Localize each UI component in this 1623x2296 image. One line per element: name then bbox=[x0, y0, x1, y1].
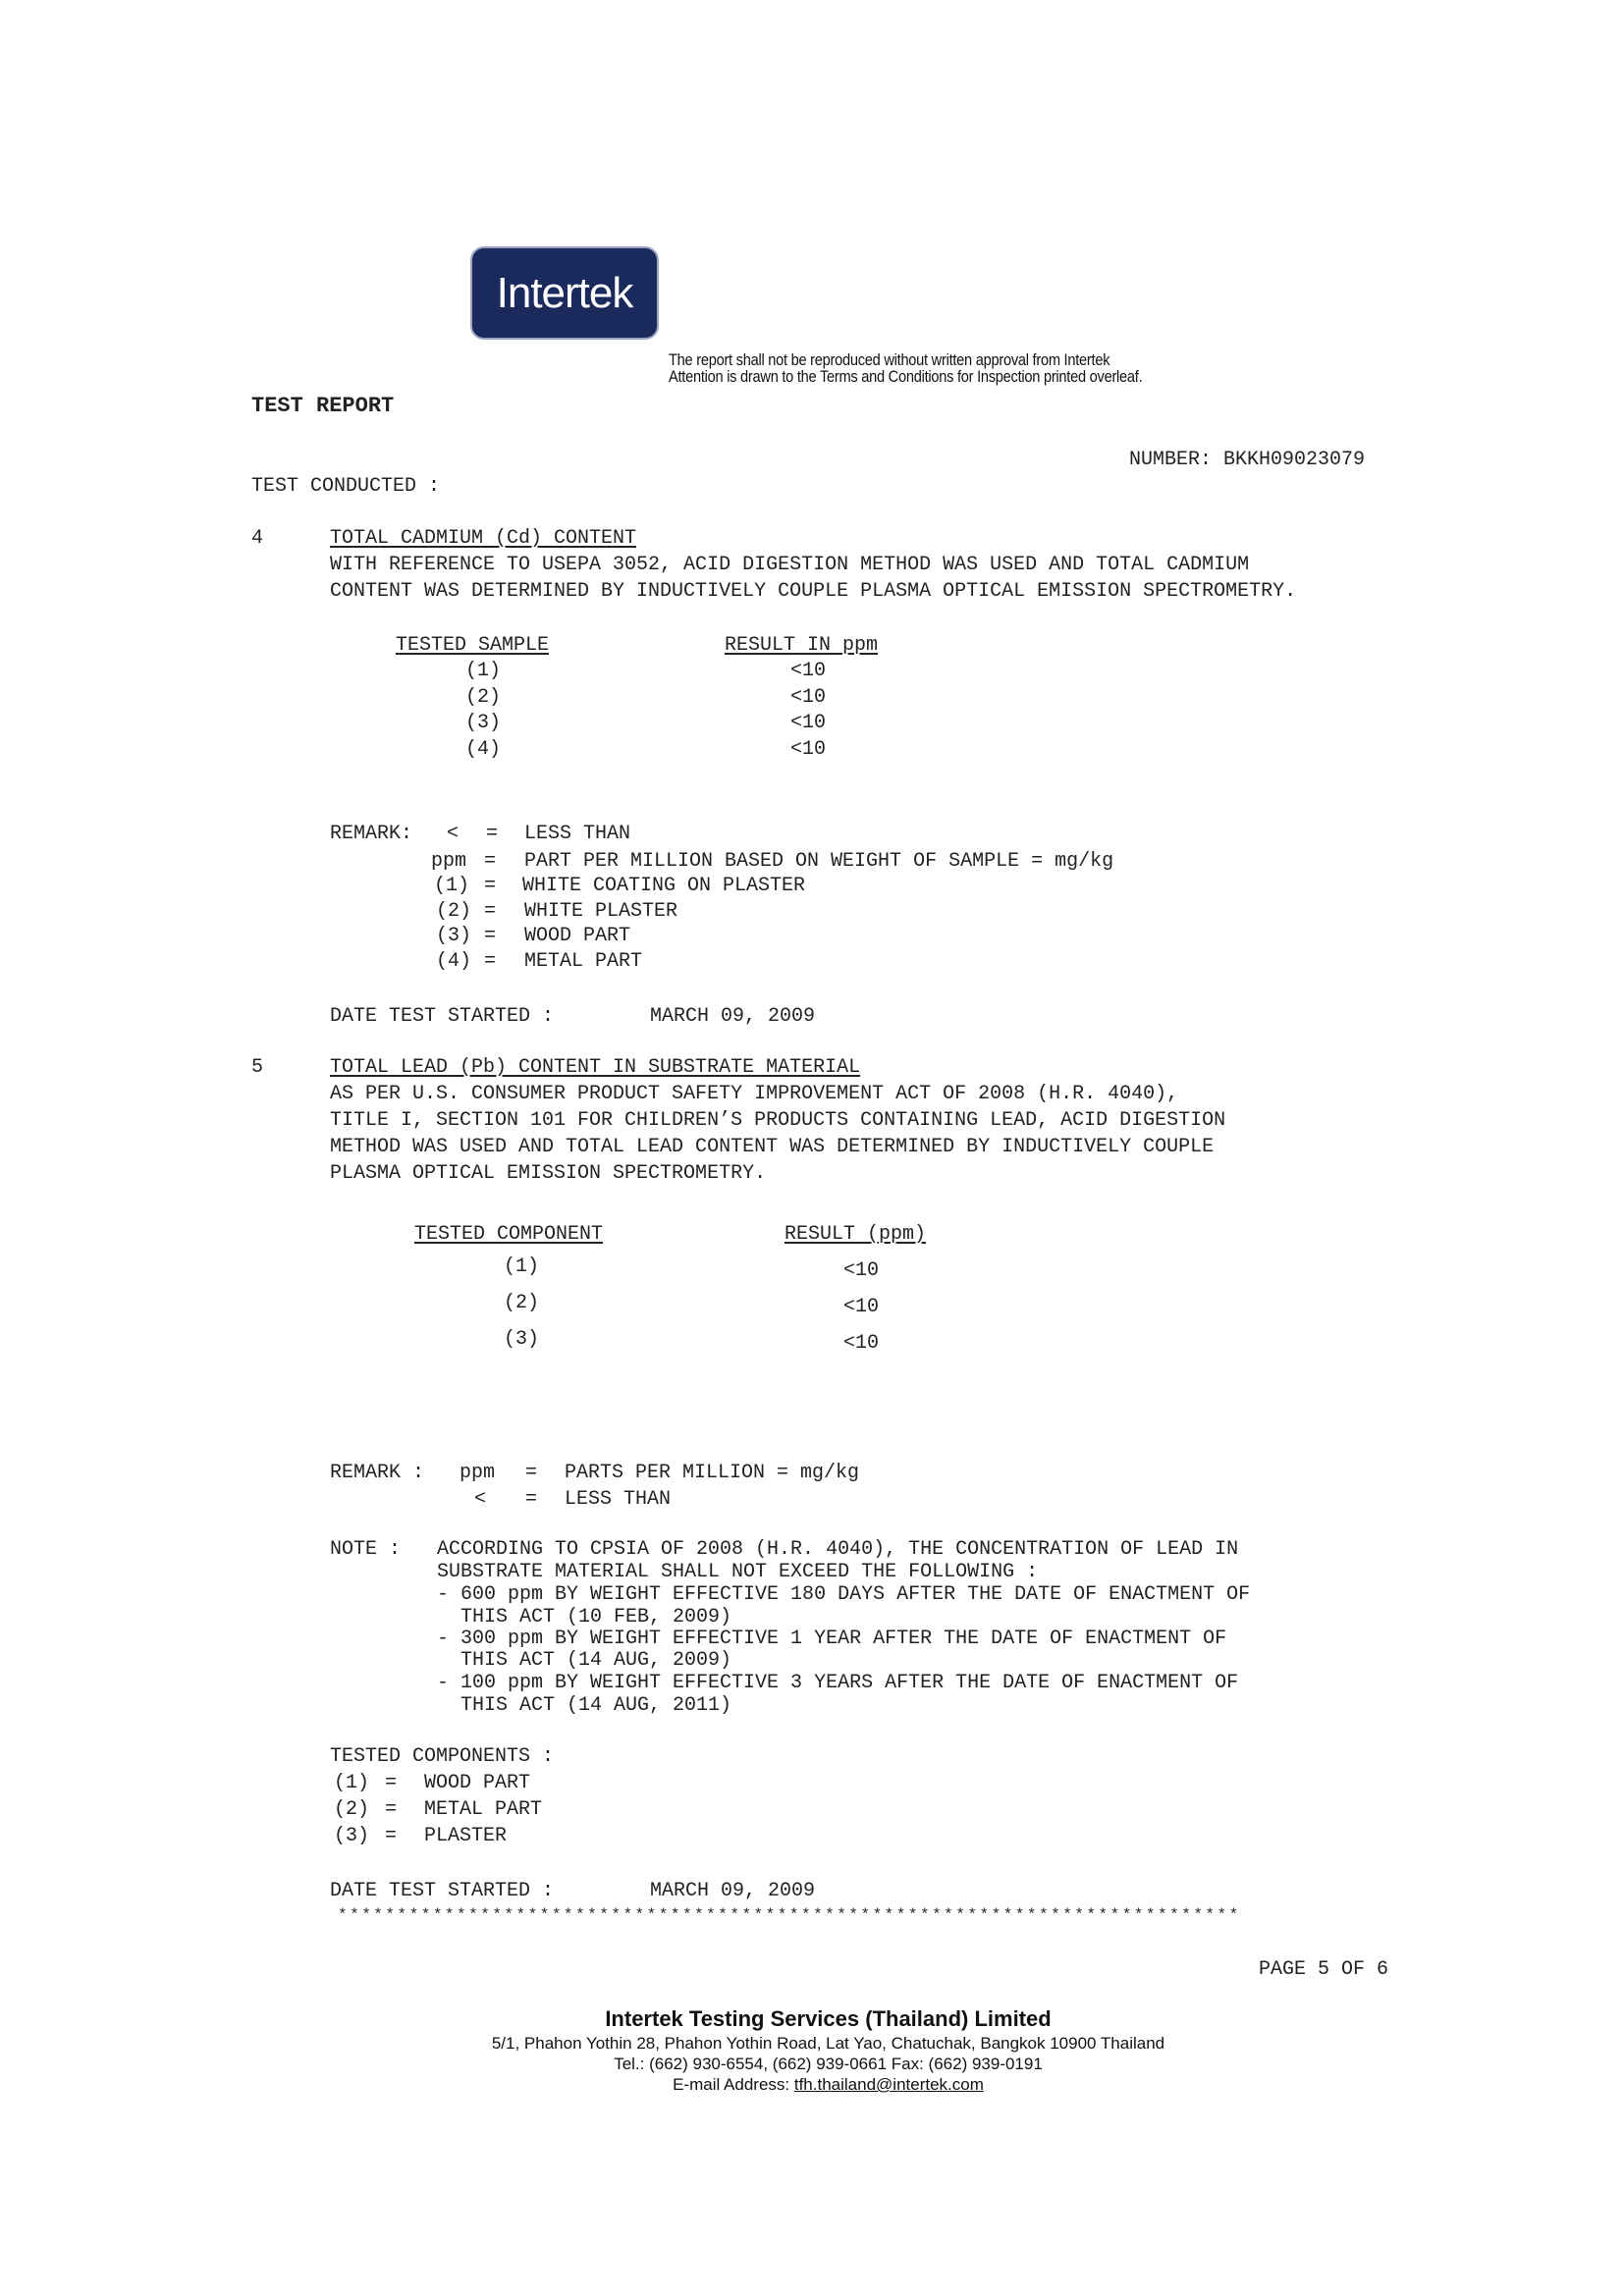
footer-tel: Tel.: (662) 930-6554, (662) 939-0661 Fax: (662) 939-0191 bbox=[614, 2055, 1043, 2073]
table-row-result: <10 bbox=[790, 660, 827, 682]
page-number: PAGE 5 OF 6 bbox=[1259, 1958, 1389, 1981]
table-row-component: (1) bbox=[504, 1255, 540, 1278]
note-label: NOTE : bbox=[330, 1538, 402, 1561]
component-value: WOOD PART bbox=[424, 1772, 531, 1794]
note-line: - 600 ppm BY WEIGHT EFFECTIVE 180 DAYS AFTER THE DATE OF ENACTMENT OF bbox=[437, 1583, 1251, 1606]
remark-eq: = bbox=[484, 850, 497, 873]
remark-value: WHITE PLASTER bbox=[524, 900, 678, 923]
note-line: ACCORDING TO CPSIA OF 2008 (H.R. 4040), THE CONCENTRATION OF LEAD IN bbox=[437, 1538, 1239, 1561]
component-eq: = bbox=[385, 1772, 398, 1794]
section-4-desc-1: WITH REFERENCE TO USEPA 3052, ACID DIGESTION METHOD WAS USED AND TOTAL CADMIUM bbox=[330, 554, 1250, 576]
section-4-desc-2: CONTENT WAS DETERMINED BY INDUCTIVELY COUPLE PLASMA OPTICAL EMISSION SPECTROMETRY. bbox=[330, 580, 1297, 603]
report-title: TEST REPORT bbox=[251, 394, 395, 418]
table-row-sample: (1) bbox=[465, 660, 502, 682]
remark-key: (4) bbox=[436, 950, 472, 973]
remark-eq: = bbox=[484, 875, 497, 897]
table-row-component: (3) bbox=[504, 1328, 540, 1351]
component-value: PLASTER bbox=[424, 1825, 508, 1847]
remark-value: PARTS PER MILLION = mg/kg bbox=[565, 1462, 860, 1484]
remark-key: ppm bbox=[431, 850, 467, 873]
remark-value: METAL PART bbox=[524, 950, 643, 973]
table-row-sample: (3) bbox=[465, 712, 502, 734]
tested-components-label: TESTED COMPONENTS : bbox=[330, 1745, 555, 1768]
section-4-col-sample: TESTED SAMPLE bbox=[396, 634, 550, 657]
remark-value: LESS THAN bbox=[524, 823, 631, 845]
component-key: (2) bbox=[334, 1798, 370, 1821]
section-5-desc-3: METHOD WAS USED AND TOTAL LEAD CONTENT WAS DETERMINED BY INDUCTIVELY COUPLE bbox=[330, 1136, 1215, 1158]
note-line: - 300 ppm BY WEIGHT EFFECTIVE 1 YEAR AFTER THE DATE OF ENACTMENT OF bbox=[437, 1628, 1227, 1650]
remark-eq: = bbox=[486, 823, 499, 845]
remark-value: WHITE COATING ON PLASTER bbox=[522, 875, 806, 897]
section-4-title: TOTAL CADMIUM (Cd) CONTENT bbox=[330, 527, 637, 550]
note-line: THIS ACT (14 AUG, 2009) bbox=[437, 1649, 732, 1672]
section-5-desc-2: TITLE I, SECTION 101 FOR CHILDREN’S PRODUCTS CONTAINING LEAD, ACID DIGESTION bbox=[330, 1109, 1226, 1132]
remark-eq: = bbox=[484, 900, 497, 923]
section-4-col-result: RESULT IN ppm bbox=[725, 634, 879, 657]
section-4-date-label: DATE TEST STARTED : bbox=[330, 1005, 555, 1028]
note-line: - 100 ppm BY WEIGHT EFFECTIVE 3 YEARS AFTER THE DATE OF ENACTMENT OF bbox=[437, 1672, 1239, 1694]
footer-address: 5/1, Phahon Yothin 28, Phahon Yothin Road, Lat Yao, Chatuchak, Bangkok 10900 Thailand bbox=[491, 2034, 1165, 2053]
remark-key: < bbox=[447, 823, 460, 845]
remark-key: ppm bbox=[460, 1462, 496, 1484]
remark-eq: = bbox=[484, 925, 497, 947]
remark-eq: = bbox=[484, 950, 497, 973]
section-5-desc-1: AS PER U.S. CONSUMER PRODUCT SAFETY IMPROVEMENT ACT OF 2008 (H.R. 4040), bbox=[330, 1083, 1179, 1105]
section-4-remark-label: REMARK: bbox=[330, 823, 413, 845]
logo-text: Intertek bbox=[496, 268, 633, 317]
section-5-desc-4: PLASMA OPTICAL EMISSION SPECTROMETRY. bbox=[330, 1162, 767, 1185]
component-eq: = bbox=[385, 1825, 398, 1847]
table-row-result: <10 bbox=[790, 686, 827, 709]
section-5-number: 5 bbox=[251, 1056, 264, 1079]
footer-email-link[interactable]: tfh.thailand@intertek.com bbox=[793, 2075, 984, 2094]
table-row-sample: (4) bbox=[465, 738, 502, 761]
section-4-number: 4 bbox=[251, 527, 264, 550]
component-key: (1) bbox=[334, 1772, 370, 1794]
component-key: (3) bbox=[334, 1825, 370, 1847]
note-line: SUBSTRATE MATERIAL SHALL NOT EXCEED THE FOLLOWING : bbox=[437, 1561, 1039, 1583]
test-conducted-label: TEST CONDUCTED : bbox=[251, 475, 441, 498]
table-row-result: <10 bbox=[790, 712, 827, 734]
section-5-date-label: DATE TEST STARTED : bbox=[330, 1880, 555, 1902]
remark-value: WOOD PART bbox=[524, 925, 631, 947]
table-row-result: <10 bbox=[843, 1296, 880, 1318]
table-row-result: <10 bbox=[843, 1332, 880, 1355]
footer-email-line bbox=[17, 2075, 1623, 2095]
section-4-date-value: MARCH 09, 2009 bbox=[650, 1005, 816, 1028]
section-5-col-result: RESULT (ppm) bbox=[784, 1223, 927, 1246]
remark-key: (1) bbox=[434, 875, 470, 897]
report-number: NUMBER: BKKH09023079 bbox=[1129, 449, 1366, 471]
remark-value: LESS THAN bbox=[565, 1488, 672, 1511]
notice-line-2: Attention is drawn to the Terms and Conditions for Inspection printed overleaf. bbox=[669, 367, 1143, 386]
remark-key: < bbox=[474, 1488, 487, 1511]
component-eq: = bbox=[385, 1798, 398, 1821]
footer-email-label: E-mail Address: bbox=[673, 2075, 794, 2094]
table-row-component: (2) bbox=[504, 1292, 540, 1314]
remark-value: PART PER MILLION BASED ON WEIGHT OF SAMPLE = mg/kg bbox=[524, 850, 1114, 873]
end-of-section-stars: **************************************************************************** bbox=[338, 1906, 1241, 1924]
note-line: THIS ACT (10 FEB, 2009) bbox=[437, 1606, 732, 1629]
footer-company: Intertek Testing Services (Thailand) Limited bbox=[605, 2006, 1052, 2031]
section-5-col-component: TESTED COMPONENT bbox=[414, 1223, 604, 1246]
section-5-title: TOTAL LEAD (Pb) CONTENT IN SUBSTRATE MATERIAL bbox=[330, 1056, 861, 1079]
remark-eq: = bbox=[525, 1462, 538, 1484]
remark-key: (3) bbox=[436, 925, 472, 947]
section-5-remark-label: REMARK : bbox=[330, 1462, 425, 1484]
table-row-result: <10 bbox=[790, 738, 827, 761]
table-row-sample: (2) bbox=[465, 686, 502, 709]
notice-line-1: The report shall not be reproduced without written approval from Intertek bbox=[669, 350, 1110, 369]
section-5-date-value: MARCH 09, 2009 bbox=[650, 1880, 816, 1902]
component-value: METAL PART bbox=[424, 1798, 543, 1821]
table-row-result: <10 bbox=[843, 1259, 880, 1282]
remark-key: (2) bbox=[436, 900, 472, 923]
remark-eq: = bbox=[525, 1488, 538, 1511]
note-line: THIS ACT (14 AUG, 2011) bbox=[437, 1694, 732, 1717]
intertek-logo bbox=[470, 246, 659, 340]
